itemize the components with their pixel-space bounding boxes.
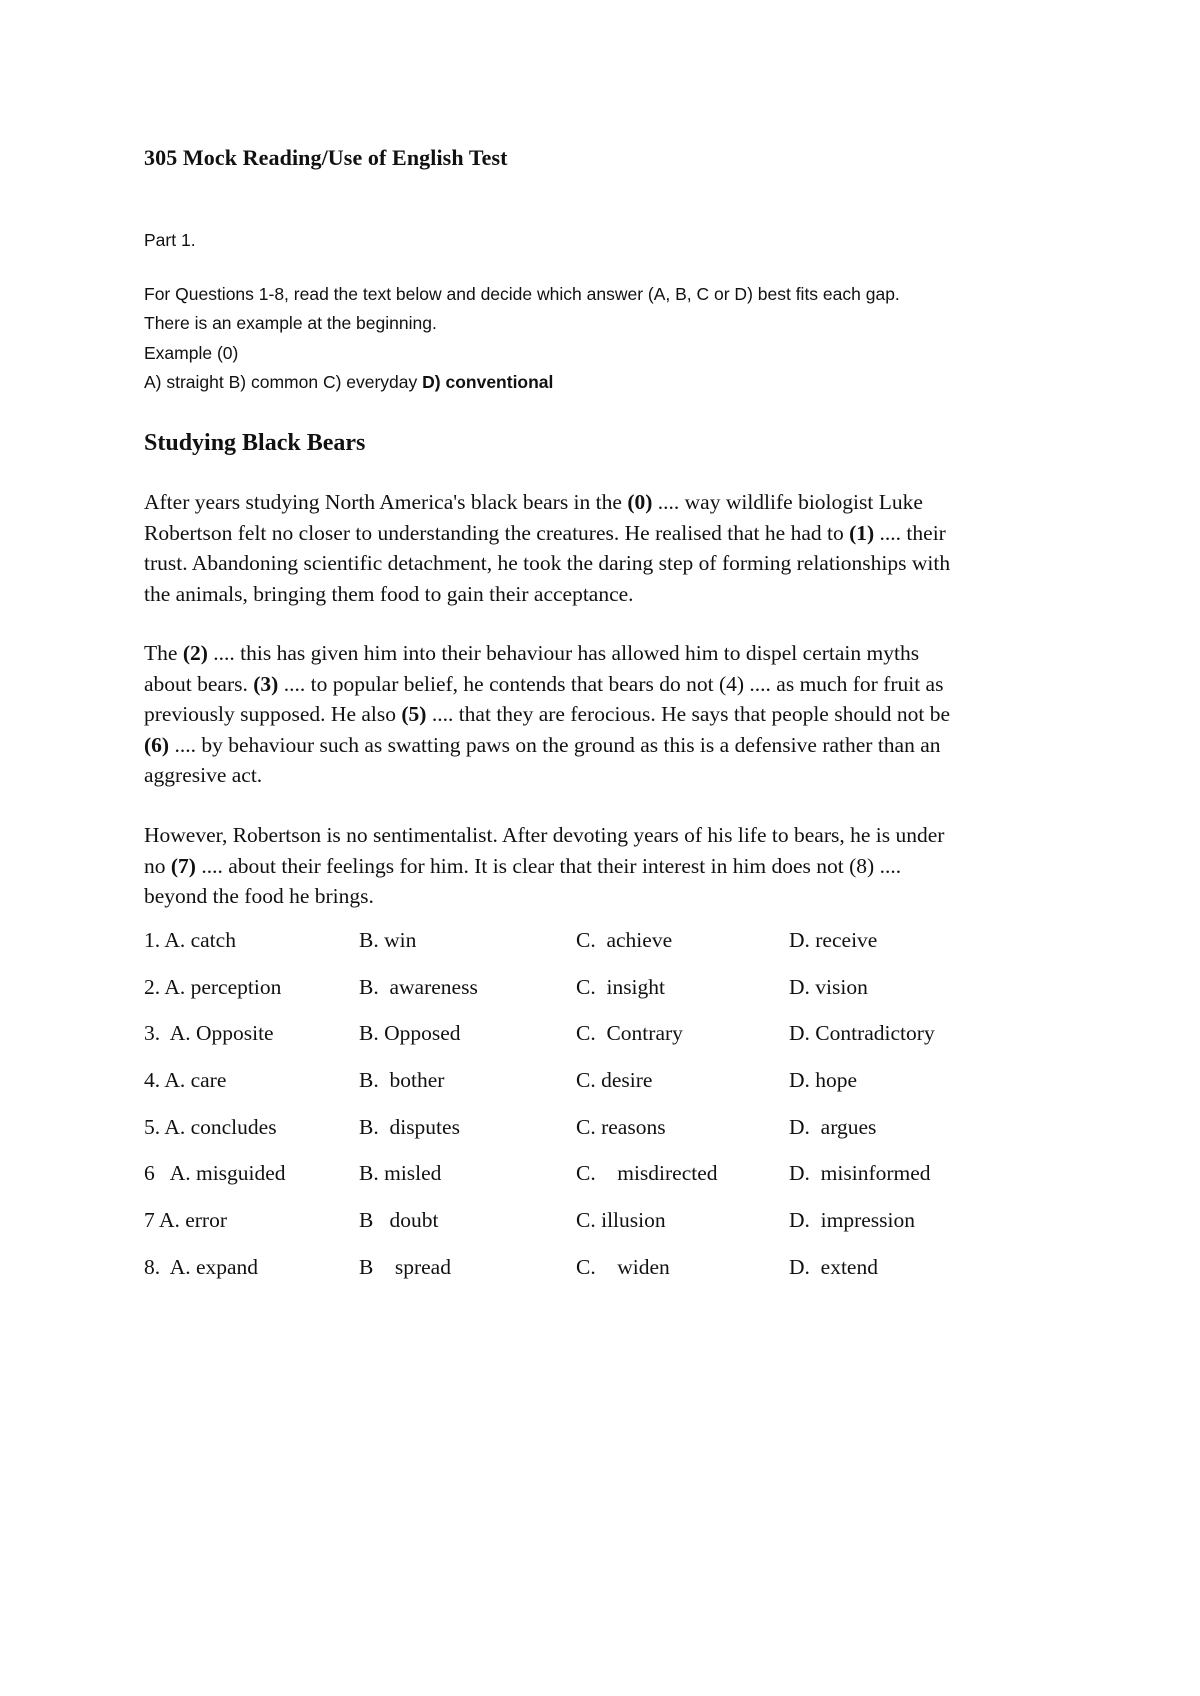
question-row-3: [144, 1021, 1084, 1068]
example-answer: D) conventional: [422, 372, 554, 392]
question-row-5: [144, 1115, 1084, 1162]
option-a: 4. A. care: [144, 1068, 227, 1093]
paragraph-line: trust. Abandoning scientific detachment, he took the daring step of forming relationships with: [144, 551, 951, 575]
question-row-1: [144, 928, 1084, 975]
article-title: Studying Black Bears: [144, 430, 366, 456]
document-title: 305 Mock Reading/Use of English Test: [144, 145, 508, 170]
option-d: D. receive: [789, 928, 878, 952]
option-c: C. insight: [576, 974, 666, 999]
option-d: D. impression: [789, 1208, 916, 1233]
article-paragraph-3: [144, 820, 1084, 912]
option-a: 3. A. Opposite: [144, 1021, 274, 1046]
part-label: Part 1.: [144, 230, 196, 250]
question-row-4: [144, 1068, 1084, 1115]
example-options-prefix: A) straight B) common C) everyday: [144, 372, 423, 392]
option-d: D. hope: [789, 1068, 858, 1093]
option-a: 2. A. perception: [144, 974, 282, 999]
option-a: 5. A. concludes: [144, 1114, 277, 1139]
option-c: C. Contrary: [576, 1021, 683, 1046]
instruction-line-1: For Questions 1-8, read the text below and decide which answer (A, B, C or D) best fits each gap.: [144, 284, 900, 304]
paragraph-line: (6) .... by behaviour such as swatting paws on the ground as this is a defensive rather than an: [144, 732, 941, 757]
answer-options-table: [144, 928, 1084, 1302]
paragraph-line: aggresive act.: [144, 763, 263, 787]
question-row-2: [144, 975, 1084, 1022]
instruction-line-2: There is an example at the beginning.: [144, 313, 437, 333]
article-paragraph-2: [144, 638, 1084, 791]
option-b: B. disputes: [359, 1114, 460, 1139]
question-row-6: [144, 1161, 1084, 1208]
option-c: C. illusion: [576, 1208, 666, 1233]
paragraph-line: about bears. (3) .... to popular belief, he contends that bears do not (4) .... as much for fruit as: [144, 671, 944, 696]
paragraph-line: previously supposed. He also (5) .... that they are ferocious. He says that people should not be: [144, 702, 951, 726]
option-b: B. awareness: [359, 974, 478, 999]
question-row-7: [144, 1208, 1084, 1255]
option-b: B. Opposed: [359, 1021, 461, 1046]
option-b: B. bother: [359, 1068, 445, 1093]
option-b: B. win: [359, 928, 417, 952]
option-b: B. misled: [359, 1161, 442, 1186]
question-row-8: [144, 1255, 1084, 1302]
example-label: Example (0): [144, 343, 239, 363]
option-a: 8. A. expand: [144, 1254, 259, 1279]
paragraph-line: no (7) .... about their feelings for him. It is clear that their interest in him does not (8) ....: [144, 853, 902, 878]
option-a: 1. A. catch: [144, 928, 236, 952]
paragraph-line: However, Robertson is no sentimentalist. After devoting years of his life to bears, he is under: [144, 823, 945, 847]
option-d: D. vision: [789, 974, 868, 999]
option-a: 7 A. error: [144, 1208, 227, 1233]
option-c: C. widen: [576, 1254, 670, 1279]
paragraph-line: The (2) .... this has given him into their behaviour has allowed him to dispel certain myths: [144, 641, 920, 665]
option-c: C. misdirected: [576, 1161, 718, 1186]
option-d: D. Contradictory: [789, 1021, 935, 1046]
option-c: C. achieve: [576, 928, 673, 952]
option-a: 6 A. misguided: [144, 1161, 286, 1186]
article-paragraph-1: [144, 487, 1084, 609]
paragraph-line: beyond the food he brings.: [144, 884, 374, 908]
option-d: D. misinformed: [789, 1161, 931, 1186]
option-b: B spread: [359, 1254, 451, 1279]
option-d: D. extend: [789, 1254, 878, 1279]
example-options: [144, 371, 553, 393]
paragraph-line: Robertson felt no closer to understanding the creatures. He realised that he had to (1) .... their: [144, 520, 946, 545]
option-b: B doubt: [359, 1208, 439, 1233]
option-c: C. desire: [576, 1068, 653, 1093]
paragraph-line: After years studying North America's black bears in the (0) .... way wildlife biologist Luke: [144, 490, 923, 514]
option-d: D. argues: [789, 1114, 877, 1139]
paragraph-line: the animals, bringing them food to gain their acceptance.: [144, 581, 634, 606]
option-c: C. reasons: [576, 1114, 666, 1139]
